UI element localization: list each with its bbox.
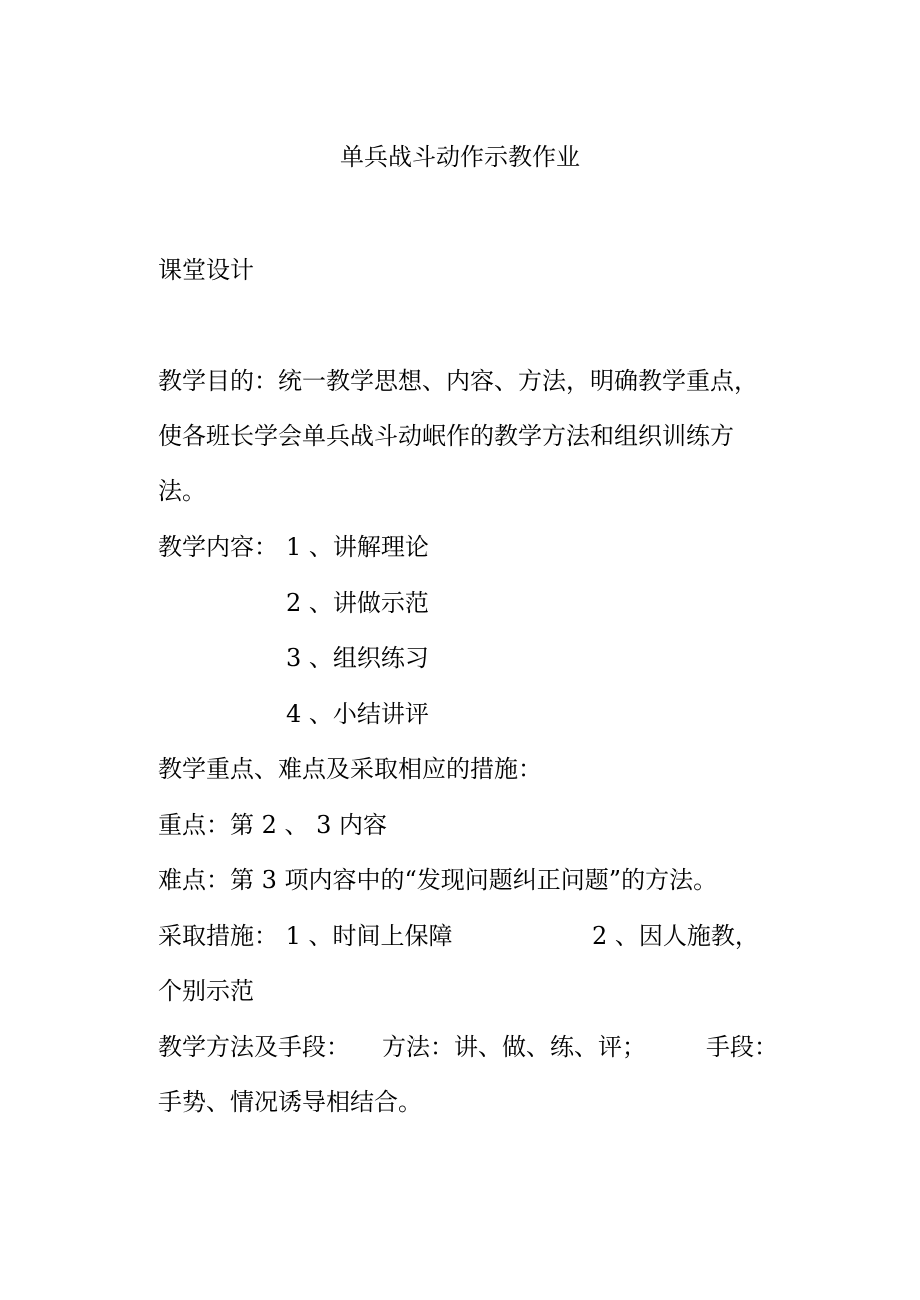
- content-item: 3 、组织练习: [286, 644, 429, 672]
- difficulty-line: 难点：第 3 项内容中的“发现问题纠正问题”的方法。: [158, 866, 718, 894]
- measures-line-c: 个别示范: [158, 977, 254, 1005]
- content-item: 4 、小结讲评: [286, 700, 429, 728]
- objective-line-2: 使各班长学会单兵战斗动岷作的教学方法和组织训练方: [158, 422, 734, 450]
- key-points-heading: 教学重点、难点及采取相应的措施：: [158, 755, 542, 783]
- objective-line-3: 法。: [158, 477, 206, 505]
- methods-list: 方法：讲、做、练、评；: [382, 1033, 646, 1061]
- section-heading: 课堂设计: [158, 256, 254, 284]
- methods-label: 教学方法及手段：: [158, 1033, 350, 1061]
- means-label: 手段：: [706, 1033, 778, 1061]
- content-label: 教学内容：: [158, 533, 278, 561]
- focus-line: 重点：第 2 、 3 内容: [158, 811, 388, 839]
- content-item: 2 、讲做示范: [286, 589, 429, 617]
- measures-line-b: 2 、因人施教，: [592, 922, 759, 950]
- means-line: 手势、情况诱导相结合。: [158, 1088, 422, 1116]
- measures-line-a: 采取措施： 1 、时间上保障: [158, 922, 453, 950]
- document-title: 单兵战斗动作示教作业: [340, 143, 580, 171]
- content-item: 1 、讲解理论: [286, 533, 429, 561]
- objective-line-1: 教学目的：统一教学思想、内容、方法，明确教学重点，: [158, 367, 758, 395]
